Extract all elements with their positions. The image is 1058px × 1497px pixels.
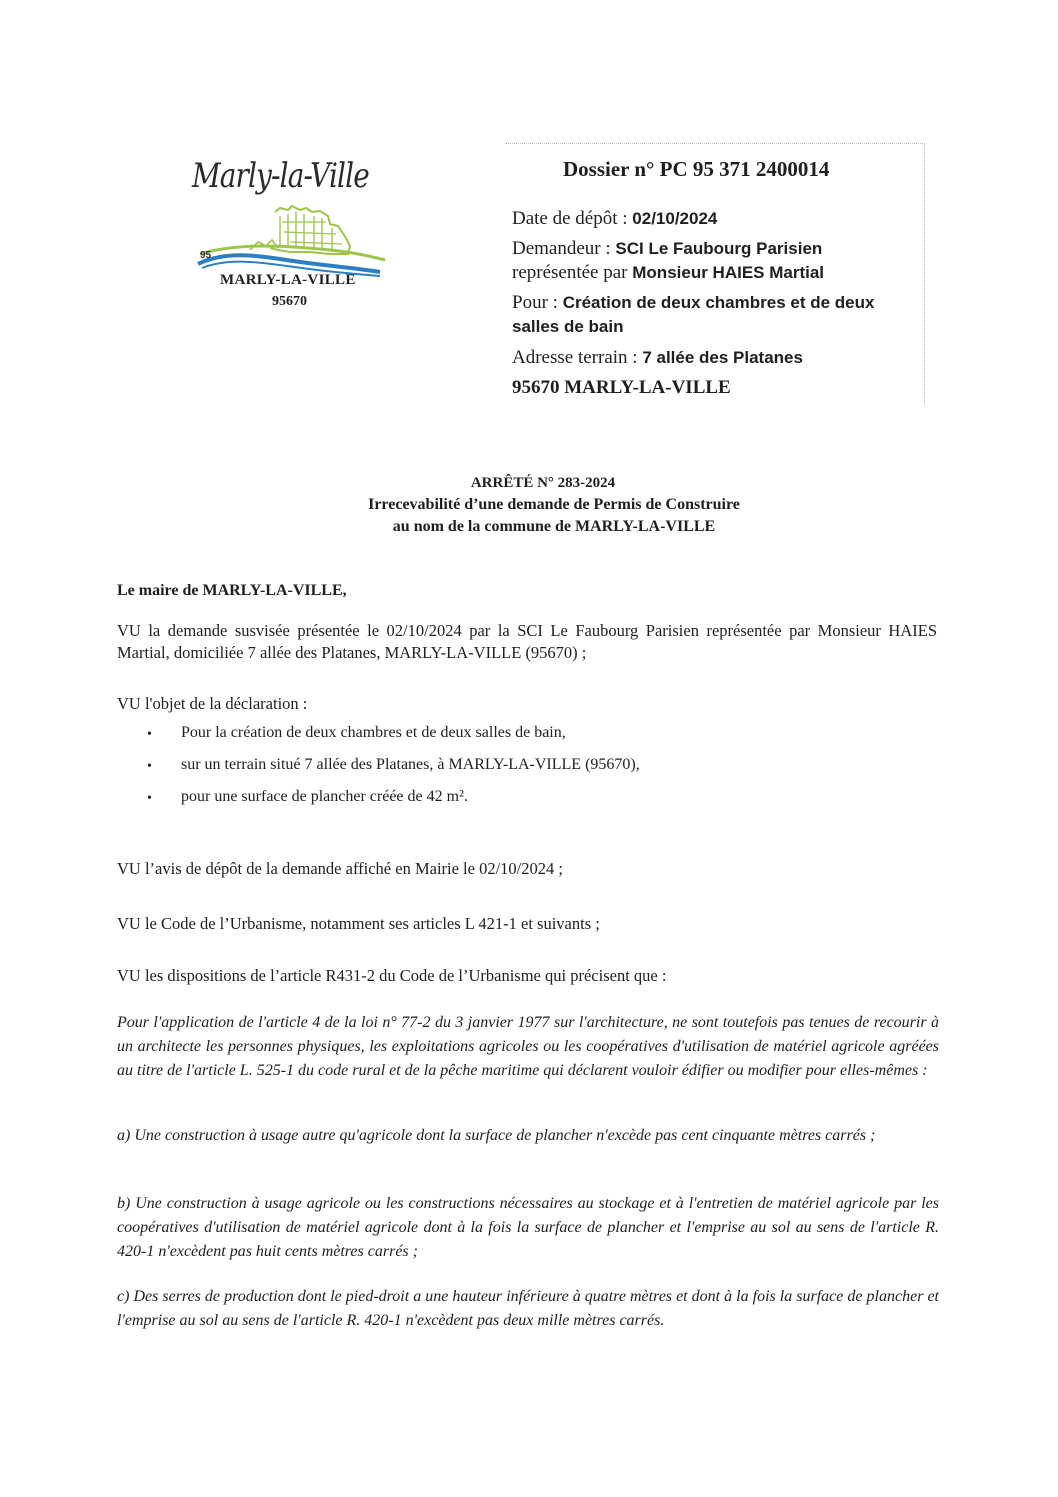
arrete-heading xyxy=(0,472,1058,538)
adresse-value: 7 allée des Platanes xyxy=(642,348,803,367)
pour-label: Pour : xyxy=(512,292,563,313)
vu-code: VU le Code de l’Urbanisme, notamment ses articles L 421-1 et suivants ; xyxy=(117,914,600,933)
maire-heading: Le maire de MARLY-LA-VILLE, xyxy=(117,582,347,599)
arrete-commune: au nom de la commune de MARLY-LA-VILLE xyxy=(392,518,716,535)
arrete-number: ARRÊTÉ N° 283-2024 xyxy=(470,475,616,491)
dossier-adresse xyxy=(512,347,803,369)
quote-item-c: c) Des serres de production dont le pied-droit a une hauteur inférieure à quatre mètres et dont à la fois la surface de plancher et l'emprise au sol au sens de l'article R. 420-1 n'excèdent pas deux mille mètres carrés. xyxy=(117,1288,939,1329)
represented-value: Monsieur HAIES Martial xyxy=(632,263,825,282)
adresse-label: Adresse terrain : xyxy=(512,347,643,368)
dossier-represented xyxy=(512,262,824,284)
arrete-subject: Irrecevabilité d’une demande de Permis de Construire xyxy=(368,496,740,513)
dossier-adresse-city: 95670 MARLY-LA-VILLE xyxy=(512,377,731,398)
logo-dept-number: 95 xyxy=(200,250,212,261)
vu-demande: VU la demande susvisée présentée le 02/10/2024 par la SCI Le Faubourg Parisien représentée par Monsieur HAIES Martial, domiciliée 7 allée des Platanes, MARLY-LA-VILLE (95670) ; xyxy=(117,621,937,662)
dossier-pour xyxy=(512,292,874,314)
castle-landscape-icon xyxy=(180,202,390,282)
demandeur-value: SCI Le Faubourg Parisien xyxy=(615,239,823,258)
list-item: • Pour la création de deux chambres et de deux salles de bain, xyxy=(140,722,640,754)
logo-script-name: Marly-la-Ville xyxy=(192,156,369,196)
date-value: 02/10/2024 xyxy=(632,209,718,228)
dossier-number: Dossier n° PC 95 371 2400014 xyxy=(563,157,830,181)
dossier-box xyxy=(505,143,925,405)
list-item: • sur un terrain situé 7 allée des Platanes, à MARLY-LA-VILLE (95670), xyxy=(140,754,640,786)
logo-postcode: 95670 xyxy=(272,294,307,309)
demandeur-label: Demandeur : xyxy=(512,238,616,259)
vu-objet: VU l'objet de la déclaration : xyxy=(117,694,308,713)
quote-intro: Pour l'application de l'article 4 de la loi n° 77-2 du 3 janvier 1977 sur l'architecture, ne sont toutefois pas tenues de recourir à un architecte les personnes physiques, les exploitations agricoles ou les coopératives d'utilisation de matériel agricole agréées au titre de l'article L. 525-1 du code rural et de la pêche maritime qui déclarent vouloir édifier ou modifier pour elles-mêmes : xyxy=(117,1014,939,1079)
vu-avis: VU l’avis de dépôt de la demande affiché en Mairie le 02/10/2024 ; xyxy=(117,859,563,878)
dossier-date xyxy=(512,208,717,230)
quote-item-b: b) Une construction à usage agricole ou les constructions nécessaires au stockage et à l'entretien de matériel agricole par les coopératives d'utilisation de matériel agricole dont à la fois la surface de plancher et l'emprise au sol au sens de l'article R. 420-1 n'excèdent pas huit cents mètres carrés ; xyxy=(117,1195,939,1260)
list-item: • pour une surface de plancher créée de 42 m². xyxy=(140,786,640,818)
represented-label: représentée par xyxy=(512,262,633,283)
pour-value-2: salles de bain xyxy=(512,317,624,336)
logo-town-name: MARLY-LA-VILLE xyxy=(220,272,356,288)
dossier-pour-continued xyxy=(512,316,624,338)
date-label: Date de dépôt : xyxy=(512,208,633,229)
quote-item-a: a) Une construction à usage autre qu'agricole dont la surface de plancher n'excède pas cent cinquante mètres carrés ; xyxy=(117,1127,876,1144)
dossier-demandeur xyxy=(512,238,822,260)
objet-list xyxy=(140,722,640,818)
vu-dispositions: VU les dispositions de l’article R431-2 du Code de l’Urbanisme qui précisent que : xyxy=(117,966,667,985)
town-logo xyxy=(180,150,390,325)
pour-value-1: Création de deux chambres et de deux xyxy=(562,293,875,312)
